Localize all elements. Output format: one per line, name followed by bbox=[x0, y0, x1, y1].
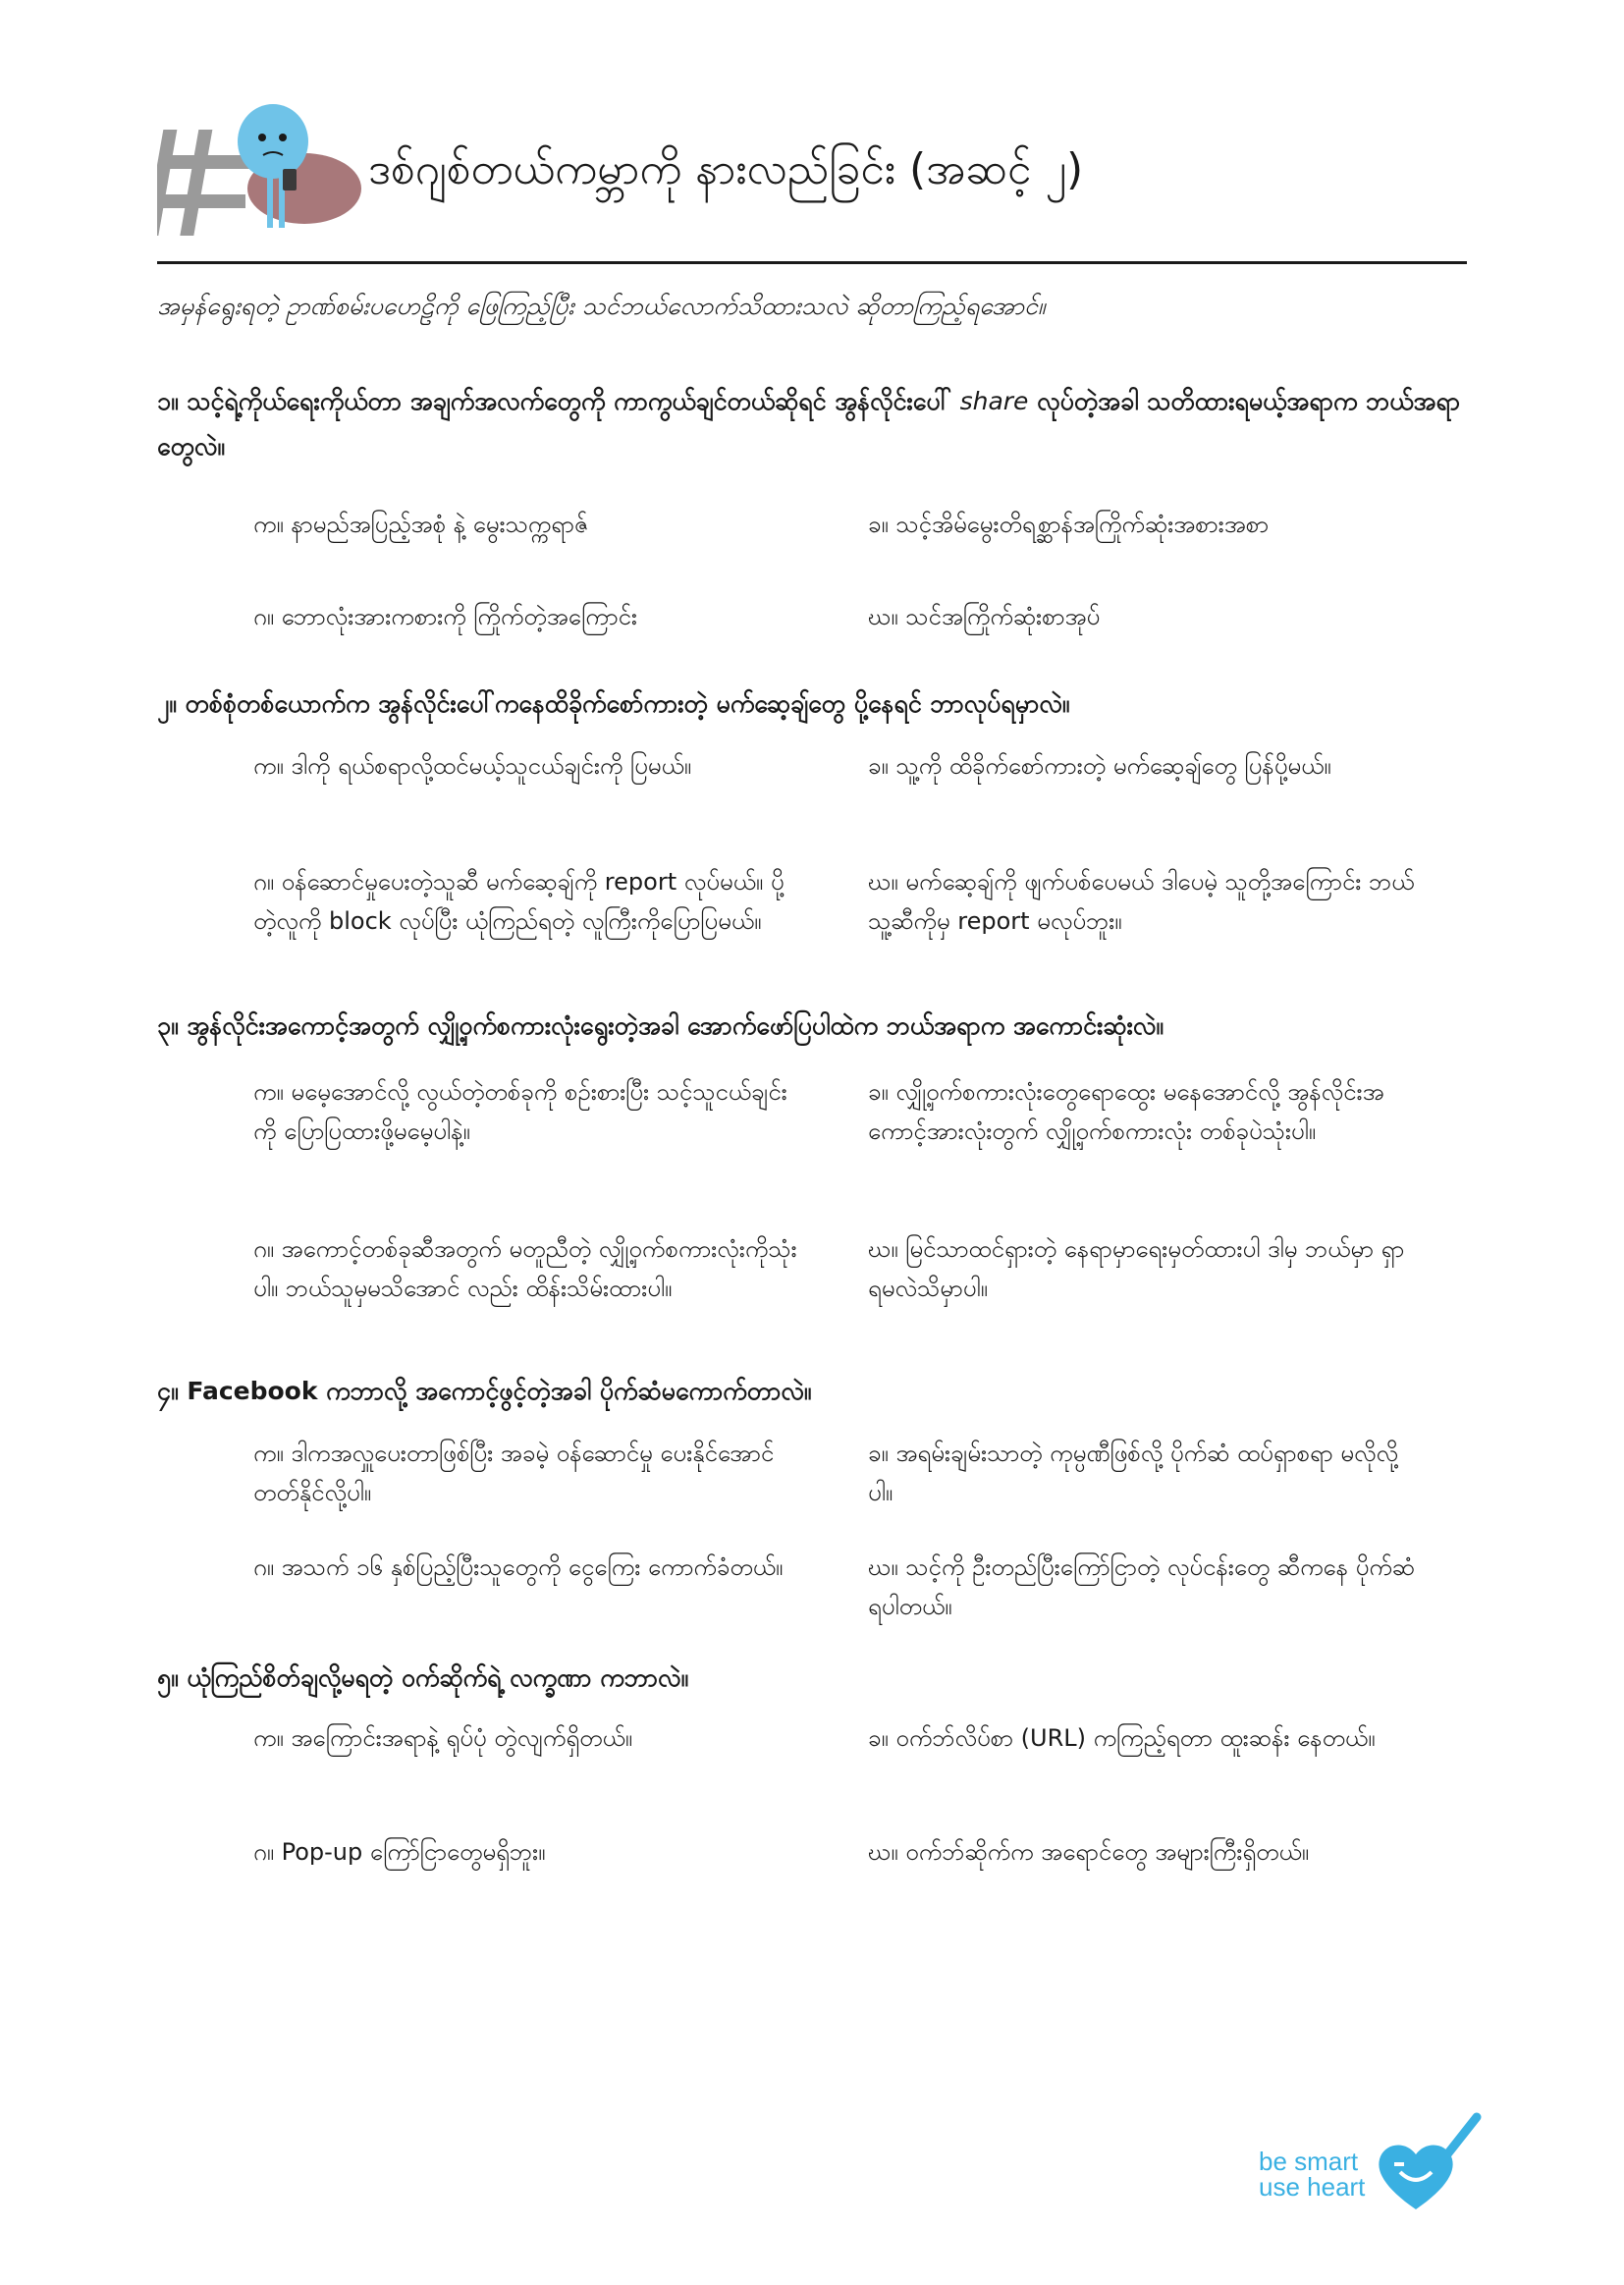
title-divider bbox=[157, 261, 1467, 264]
q5-option-kha[interactable]: ခ။ ဝက်ဘ်လိပ်စာ (URL) ကကြည့်ရတာ ထူးဆန်း နေတယ်။ bbox=[868, 1724, 1376, 1752]
q1-option-gha[interactable]: ဃ။ သင်အကြိုက်ဆုံးစာအုပ် bbox=[868, 603, 1101, 630]
q3-option-kha[interactable]: ခ။ လျှို့ဝှက်စကားလုံးတွေရောထွေး မနေအောင်လို့ အွန်လိုင်းအကောင့်အားလုံးတွက် လျှို့ဝှက်စကားလုံး တစ်ခုပဲသုံးပါ။ bbox=[868, 1078, 1384, 1145]
question-3: ၃။ အွန်လိုင်းအကောင့်အတွက် လျှို့ဝှက်စကားလုံးရွေးတဲ့အခါ အောက်ဖော်ပြပါထဲက ဘယ်အရာက အကောင်းဆုံးလဲ။ bbox=[157, 1011, 1164, 1040]
quiz-instruction: အမှန်ရွေးရတဲ့ ဥာဏ်စမ်းပဟေဠိကို ဖြေကြည့်ပြီး သင်ဘယ်လောက်သိထားသလဲ ဆိုတာကြည့်ရအောင်။ bbox=[157, 292, 1046, 320]
be-smart-use-heart-logo bbox=[1247, 2111, 1502, 2219]
page-title: ဒစ်ဂျစ်တယ်ကမ္ဘာကို နားလည်ခြင်း (အဆင့် ၂) bbox=[368, 144, 1084, 194]
q4-option-ga[interactable]: ဂ။ အသက် ၁၆ နှစ်ပြည့်ပြီးသူတွေကို ငွေကြေး ကောက်ခံတယ်။ bbox=[253, 1553, 784, 1581]
page-header bbox=[157, 98, 1467, 265]
q1-option-kha[interactable]: ခ။ သင့်အိမ်မွေးတိရစ္ဆာန်အကြိုက်ဆုံးအစားအစာ bbox=[868, 511, 1270, 538]
logo-line-2: use heart bbox=[1259, 2172, 1366, 2202]
logo-line-1: be smart bbox=[1259, 2147, 1359, 2176]
q5-option-ga[interactable]: ဂ။ Pop-up ကြော်ငြာတွေမရှိဘူး။ bbox=[253, 1838, 546, 1866]
logo-text bbox=[1259, 2149, 1365, 2200]
question-1-text-a: ၁။ သင့်ရဲ့ကိုယ်ရေးကိုယ်တာ အချက်အလက်တွေကို ကာကွယ်ချင်တယ်ဆိုရင် အွန်လိုင်းပေါ် bbox=[157, 387, 960, 415]
mascot-illustration bbox=[157, 98, 373, 236]
question-1-text-b: လုပ်တဲ့အခါ သတိထားရမယ့်အရာက ဘယ်အရာတွေလဲ။ bbox=[157, 387, 1461, 461]
q2-option-kha[interactable]: ခ။ သူ့ကို ထိခိုက်စော်ကားတဲ့ မက်ဆေ့ချ်တွေ ပြန်ပို့မယ်။ bbox=[868, 752, 1331, 780]
hashtag-icon bbox=[157, 130, 249, 236]
heart-smile-icon bbox=[1375, 2111, 1492, 2219]
q5-option-ka[interactable]: က။ အကြောင်းအရာနဲ့ ရုပ်ပုံ တွဲလျက်ရှိတယ်။ bbox=[253, 1724, 633, 1752]
q4-option-kha[interactable]: ခ။ အရမ်းချမ်းသာတဲ့ ကုမ္ပဏီဖြစ်လို့ ပိုက်ဆံ ထပ်ရှာစရာ မလိုလို့ပါ။ bbox=[868, 1440, 1398, 1506]
q2-option-ka[interactable]: က။ ဒါကို ရယ်စရာလို့ထင်မယ့်သူငယ်ချင်းကို ပြမယ်။ bbox=[253, 752, 692, 780]
q2-option-gha[interactable]: ဃ။ မက်ဆေ့ချ်ကို ဖျက်ပစ်ပေမယ် ဒါပေမဲ့ သူတို့အကြောင်း ဘယ်သူ့ဆီကိုမှ report မလုပ်ဘူး။ bbox=[868, 868, 1415, 935]
question-5: ၅။ ယုံကြည်စိတ်ချလို့မရတဲ့ ဝက်ဆိုက်ရဲ့ လက္ခဏာ ကဘာလဲ။ bbox=[157, 1663, 689, 1692]
q1-option-ka[interactable]: က။ နာမည်အပြည့်အစုံ နဲ့ မွေးသက္ကရာဇ် bbox=[253, 511, 589, 538]
q3-option-ka[interactable]: က။ မမေ့အောင်လို့ လွယ်တဲ့တစ်ခုကို စဉ်းစားပြီး သင့်သူငယ်ချင်းကို ပြောပြထားဖို့မမေ့ပါနဲ့။ bbox=[253, 1078, 787, 1145]
question-4: ၄။ Facebook ကဘာလို့ အကောင့်ဖွင့်တဲ့အခါ ပိုက်ဆံမကောက်တာလဲ။ bbox=[157, 1377, 812, 1405]
q3-option-ga[interactable]: ဂ။ အကောင့်တစ်ခုဆီအတွက် မတူညီတဲ့ လျှို့ဝှက်စကားလုံးကိုသုံးပါ။ ဘယ်သူမှမသိအောင် လည်း ထိန်းသိမ်းထားပါ။ bbox=[253, 1235, 797, 1302]
question-2: ၂။ တစ်စုံတစ်ယောက်က အွန်လိုင်းပေါ်ကနေထိခိုက်စော်ကားတဲ့ မက်ဆေ့ချ်တွေ ပို့နေရင် ဘာလုပ်ရမှာလဲ။ bbox=[157, 689, 1070, 718]
question-1 bbox=[157, 379, 1473, 469]
q4-option-ka[interactable]: က။ ဒါကအလှူပေးတာဖြစ်ပြီး အခမဲ့ ဝန်ဆောင်မှု ပေးနိုင်အောင် တတ်နိုင်လို့ပါ။ bbox=[253, 1440, 775, 1506]
q1-option-ga[interactable]: ဂ။ ဘောလုံးအားကစားကို ကြိုက်တဲ့အကြောင်း bbox=[253, 603, 638, 630]
question-1-share-term: share bbox=[959, 387, 1029, 415]
q4-option-gha[interactable]: ဃ။ သင့်ကို ဦးတည်ပြီးကြော်ငြာတဲ့ လုပ်ငန်းတွေ ဆီကနေ ပိုက်ဆံရပါတယ်။ bbox=[868, 1553, 1416, 1620]
q3-option-gha[interactable]: ဃ။ မြင်သာထင်ရှားတဲ့ နေရာမှာရေးမှတ်ထားပါ ဒါမှ ဘယ်မှာ ရှာရမလဲသိမှာပါ။ bbox=[868, 1235, 1405, 1302]
q5-option-gha[interactable]: ဃ။ ဝက်ဘ်ဆိုက်က အရောင်တွေ အများကြီးရှိတယ်။ bbox=[868, 1838, 1310, 1866]
q2-option-ga[interactable]: ဂ။ ဝန်ဆောင်မှုပေးတဲ့သူဆီ မက်ဆေ့ချ်ကို report လုပ်မယ်။ ပို့တဲ့လူကို block လုပ်ပြီး ယုံကြည်ရတဲ့ လူကြီးကိုပြောပြမယ်။ bbox=[253, 868, 785, 935]
